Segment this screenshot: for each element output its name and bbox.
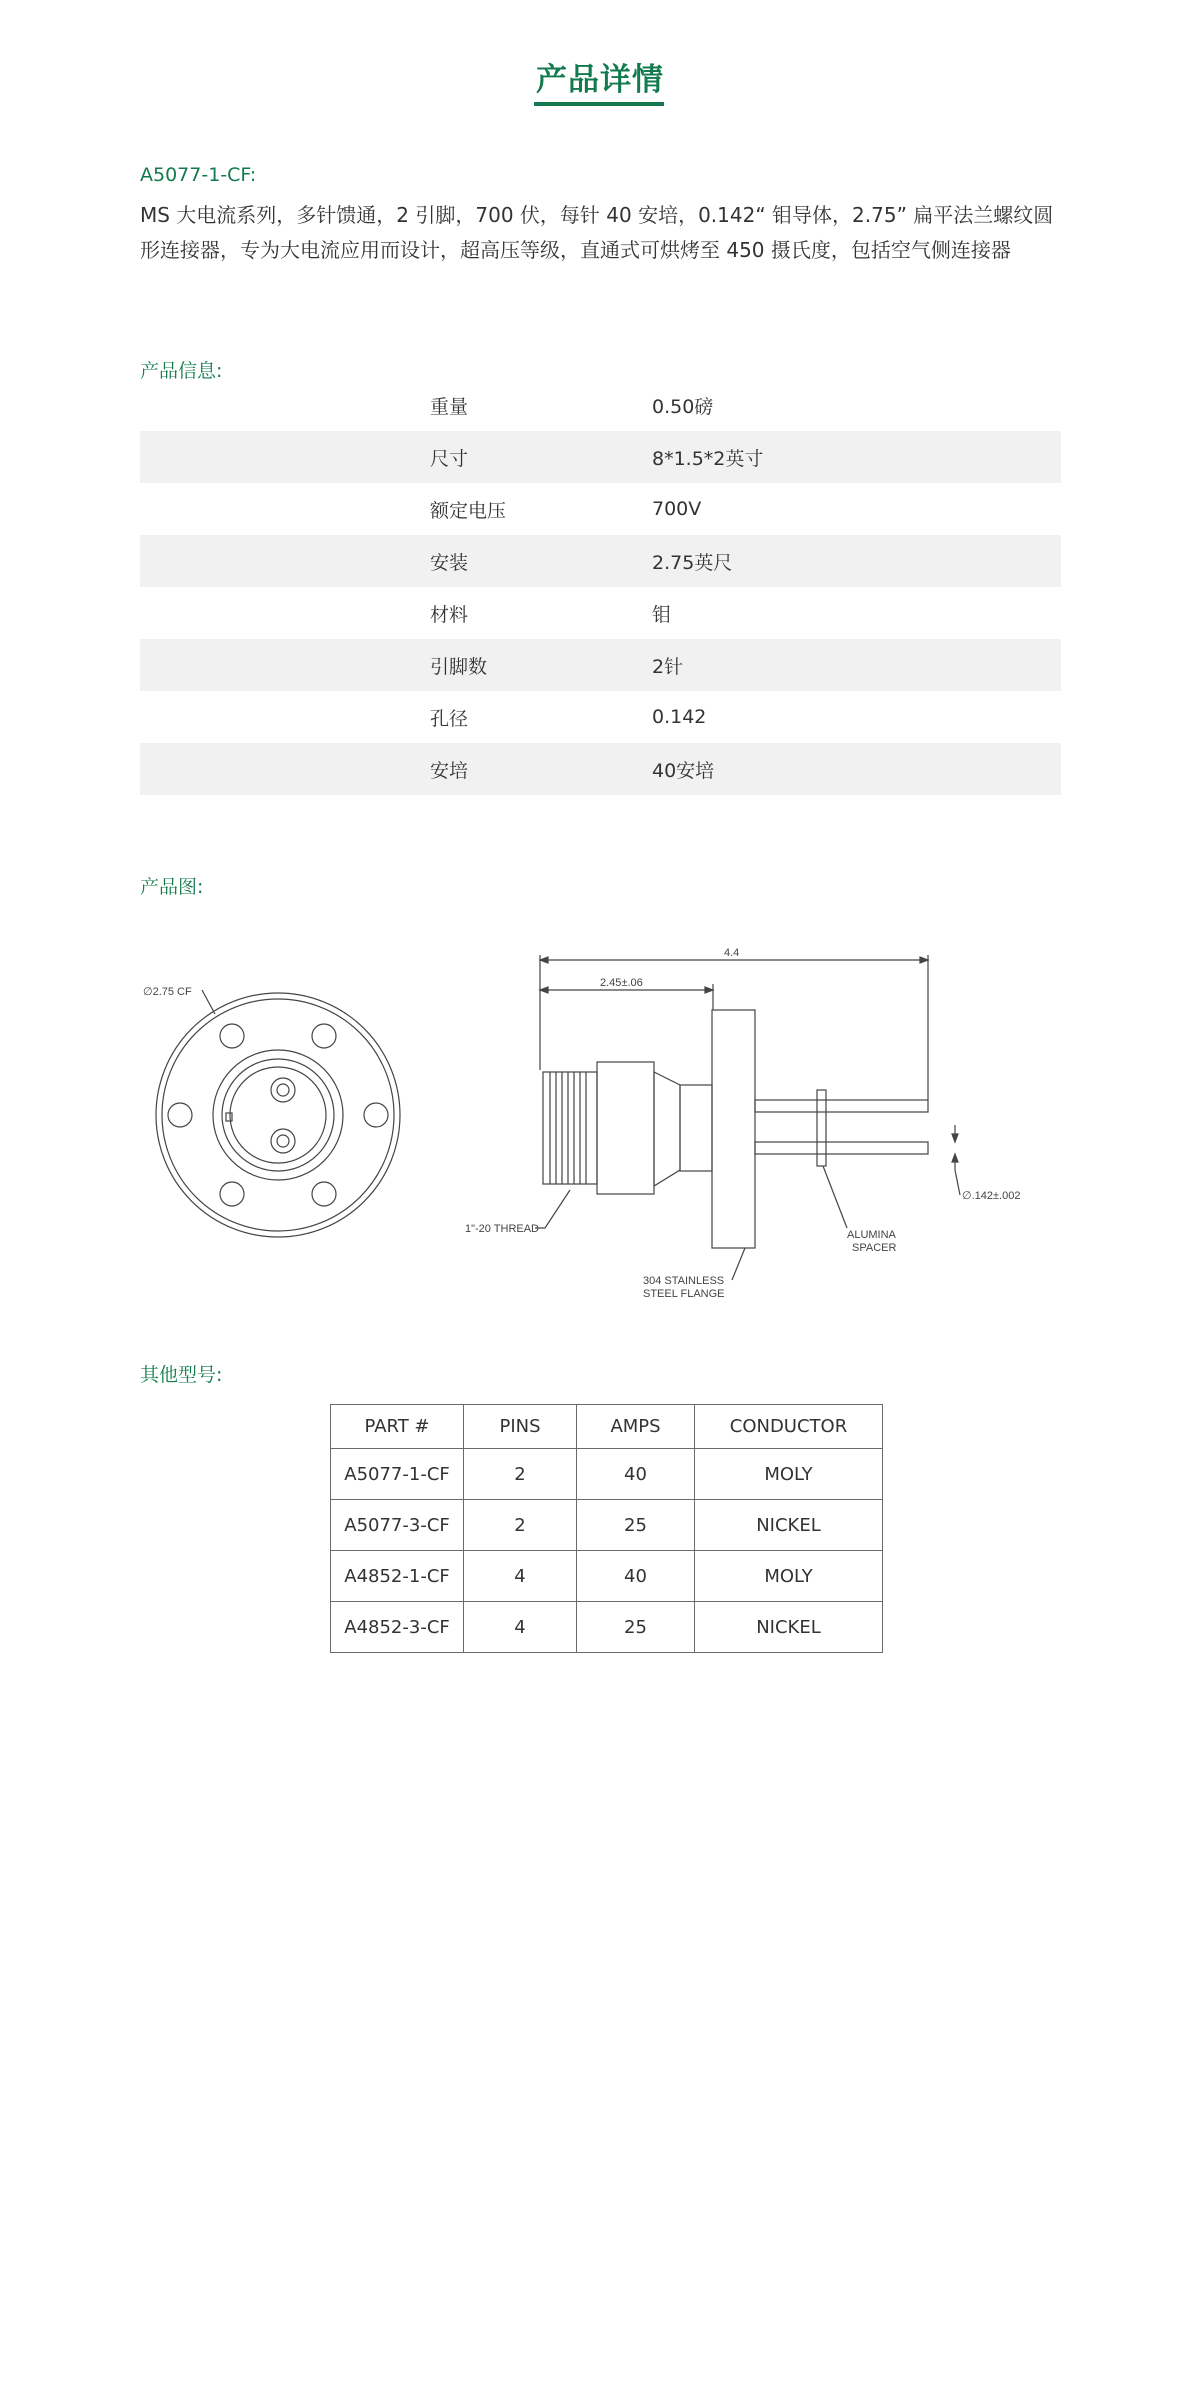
cell-conductor: MOLY [695,1449,883,1500]
flange-material-label-2: STEEL FLANGE [643,1288,725,1300]
cell-amps: 40 [577,1551,695,1602]
spec-name: 孔径 [430,707,469,730]
header-conductor: CONDUCTOR [695,1405,883,1449]
flange-size-label: ∅2.75 CF [143,986,192,998]
product-description: MS 大电流系列，多针馈通，2 引脚，700 伏，每针 40 安培，0.142“ 钼导体，2.75” 扁平法兰螺纹圆形连接器，专为大电流应用而设计，超高压等级，直通式可烘烤至 450 摄氏度，包括空气侧连接器 [140,203,1054,262]
spec-value: 40安培 [652,759,715,782]
total-length-label: 4.4 [724,947,740,959]
table-row [331,1449,883,1500]
spec-row-material [140,587,1061,639]
spec-name: 重量 [430,395,469,418]
cell-pins: 4 [464,1551,577,1602]
spec-value: 2针 [652,655,684,678]
spec-name: 安装 [430,551,469,574]
table-row [331,1551,883,1602]
spec-value: 8*1.5*2英寸 [652,447,764,470]
spec-row-amps [140,743,1061,795]
spec-value: 0.142 [652,706,707,728]
cell-pins: 2 [464,1449,577,1500]
cell-part: A4852-3-CF [331,1602,464,1653]
other-models-label: 其他型号: [140,1364,223,1386]
cell-part: A5077-1-CF [331,1449,464,1500]
product-info-label: 产品信息: [140,360,223,382]
table-header-row [331,1405,883,1449]
header-pins: PINS [464,1405,577,1449]
spacer-label-1: ALUMINA [847,1229,896,1241]
header-part: PART # [331,1405,464,1449]
spec-table [140,379,1061,795]
pin-diameter-label: ∅.142±.002 [962,1190,1021,1202]
table-row [331,1602,883,1653]
spec-value: 钼 [652,603,672,626]
cell-part: A4852-1-CF [331,1551,464,1602]
product-diagram [140,920,1060,1320]
spec-name: 安培 [430,759,469,782]
flange-material-label-1: 304 STAINLESS [643,1275,725,1287]
spec-row-mount [140,535,1061,587]
spec-name: 材料 [430,603,469,626]
table-row [331,1500,883,1551]
cell-conductor: MOLY [695,1551,883,1602]
spec-row-pins [140,639,1061,691]
spec-name: 尺寸 [430,447,469,470]
spec-row-size [140,431,1061,483]
partial-length-label: 2.45±.06 [600,977,643,989]
page-title: 产品详情 [536,62,664,98]
spec-value: 2.75英尺 [652,551,733,574]
front-view [143,986,400,1237]
spec-name: 额定电压 [430,499,507,522]
cell-conductor: NICKEL [695,1500,883,1551]
header-amps: AMPS [577,1405,695,1449]
spec-row-weight [140,379,1061,431]
cell-part: A5077-3-CF [331,1500,464,1551]
model-label: A5077-1-CF: [140,164,257,186]
spec-row-voltage [140,483,1061,535]
spec-name: 引脚数 [430,655,488,678]
thread-label: 1"-20 THREAD [465,1223,540,1235]
other-models-table [330,1404,883,1653]
spacer-label-2: SPACER [852,1242,897,1254]
cell-pins: 4 [464,1602,577,1653]
spec-value: 700V [652,498,702,520]
spec-row-bore [140,691,1061,743]
cell-conductor: NICKEL [695,1602,883,1653]
cell-pins: 2 [464,1500,577,1551]
cell-amps: 25 [577,1500,695,1551]
cell-amps: 40 [577,1449,695,1500]
title-underline [534,102,664,106]
diagram-label: 产品图: [140,876,204,898]
side-view [465,947,1020,1300]
cell-amps: 25 [577,1602,695,1653]
spec-value: 0.50磅 [652,395,714,418]
